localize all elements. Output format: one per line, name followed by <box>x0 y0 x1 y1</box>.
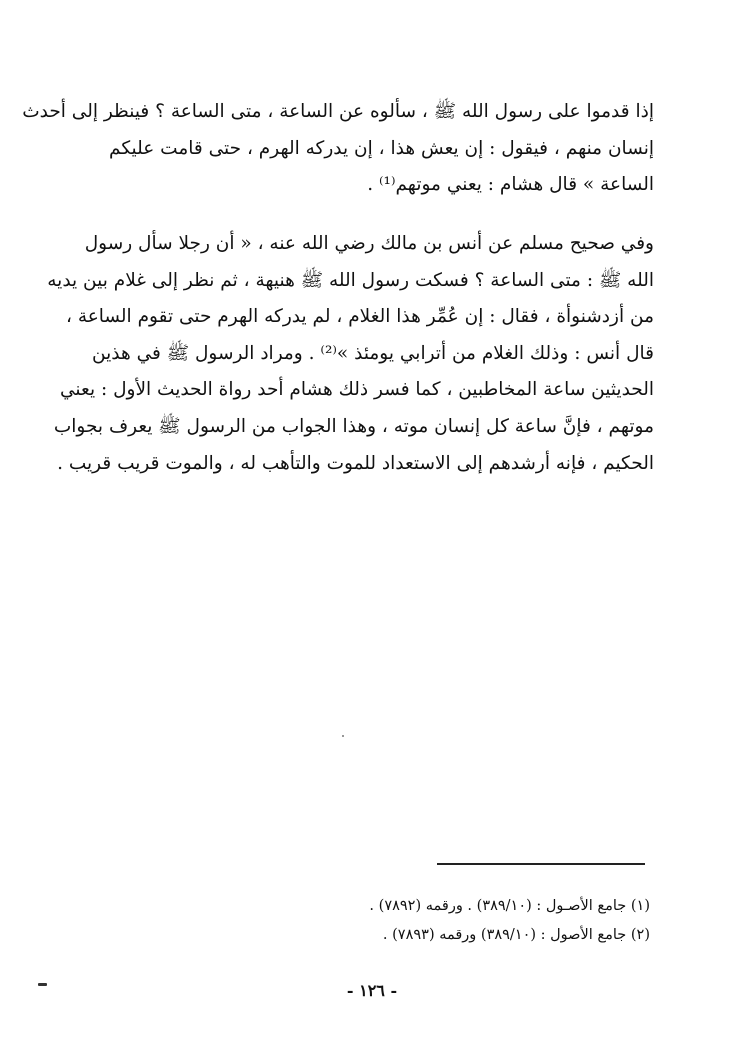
footnotes <box>200 892 650 950</box>
paragraph-2-line-4: قال أنس : وذلك الغلام من أترابي يومئذ »⁽²⁾ . ومراد الرسول ﷺ في هذين <box>92 342 654 364</box>
paragraph-2-line-5: الحديثين ساعة المخاطبين ، كما فسر ذلك هشام أحد رواة الحديث الأول : يعني <box>60 379 654 401</box>
paragraph-1-line-2: إنسان منهم ، فيقول : إن يعش هذا ، إن يدركه الهرم ، حتى قامت عليكم <box>109 137 654 159</box>
paragraph-1-line-3: الساعة » قال هشام : يعني موتهم⁽¹⁾ . <box>367 174 654 196</box>
footnote-2: (٢) جامع الأصول : (٣٨٩/١٠) ورقمه (٧٨٩٣) . <box>382 927 650 943</box>
footnote-1: (١) جامع الأصـول : (٣٨٩/١٠) . ورقمه (٧٨٩٢) . <box>369 898 650 914</box>
paragraph-1-line-1: إذا قدموا على رسول الله ﷺ ، سألوه عن الساعة ، متى الساعة ؟ فينظر إلى أحدث <box>22 101 654 122</box>
footnote-divider <box>437 863 645 865</box>
paragraph-2-line-2: الله ﷺ : متى الساعة ؟ فسكت رسول الله ﷺ هنيهة ، ثم نظر إلى غلام بين يديه <box>47 269 654 291</box>
paragraph-2-line-6: موتهم ، فإنَّ ساعة كل إنسان موته ، وهذا الجواب من الرسول ﷺ يعرف بجواب <box>53 415 654 437</box>
paragraph-2-line-1: وفي صحيح مسلم عن أنس بن مالك رضي الله عنه ، « أن رجلا سأل رسول <box>84 233 654 254</box>
page-number: - ١٢٦ - <box>346 981 398 1000</box>
paragraph-2-line-7: الحكيم ، فإنه أرشدهم إلى الاستعداد للموت والتأهب له ، والموت قريب قريب . <box>57 452 654 474</box>
paragraph-1 <box>22 94 654 204</box>
scan-speck <box>342 735 344 737</box>
paragraph-2 <box>47 226 654 482</box>
paragraph-2-line-3: من أزدشنوأة ، فقال : إن عُمِّر هذا الغلام ، لم يدركه الهرم حتى تقوم الساعة ، <box>65 306 654 328</box>
